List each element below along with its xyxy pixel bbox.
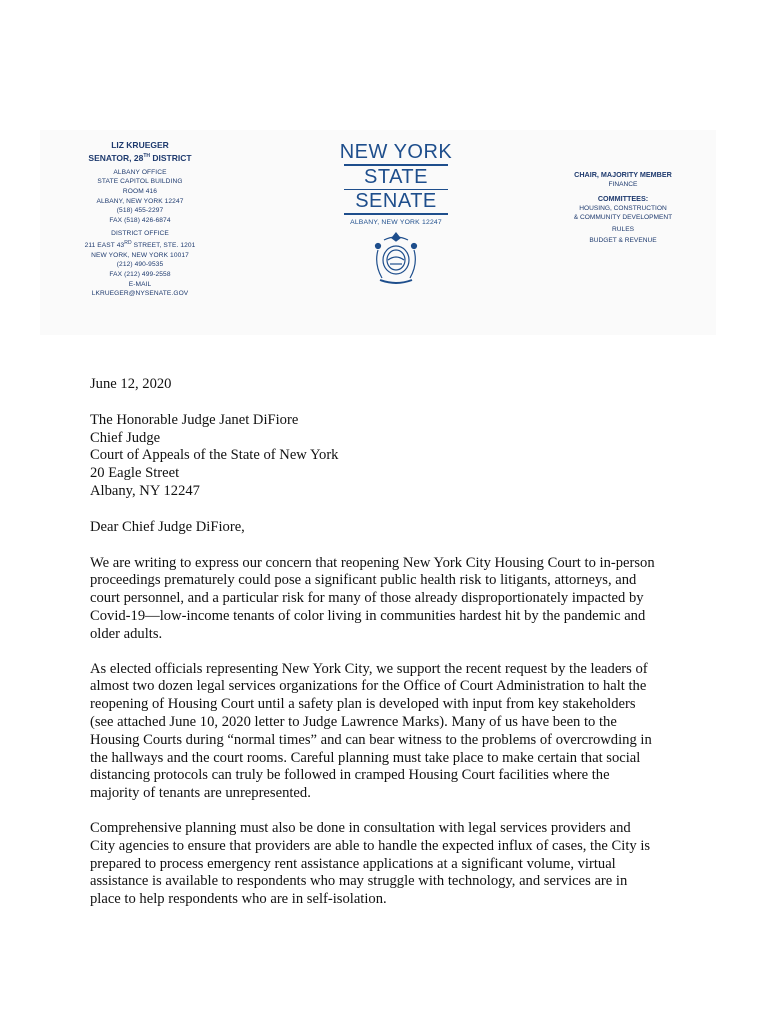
- recipient-address: [90, 412, 690, 501]
- paragraph-line: reopening of Housing Court until a safety plan is developed with input from key stakeholders: [90, 696, 636, 713]
- paragraph-line: City agencies to ensure that providers are able to handle the expected influx of cases, the City is: [90, 837, 651, 854]
- paragraph-line: As elected officials representing New York City, we support the recent request by the leaders of: [90, 660, 648, 677]
- senator-info: [80, 140, 200, 299]
- email-label: E-MAIL: [128, 280, 152, 288]
- paragraph-line: prepared to process emergency rent assistance applications at a significant volume, virtual: [90, 855, 616, 872]
- paragraph-line: almost two dozen legal services organizations for the Office of Court Administration to halt the: [90, 678, 647, 695]
- recipient-line: 20 Eagle Street: [90, 465, 180, 482]
- chair-label: CHAIR, MAJORITY MEMBER: [574, 170, 672, 179]
- paragraph: [90, 661, 690, 803]
- paragraph-line: court personnel, and a particular risk for many of those already disproportionately impacted by: [90, 590, 644, 607]
- district-office-line: NEW YORK, NEW YORK 10017: [91, 251, 189, 259]
- letterhead: [40, 130, 716, 335]
- albany-office-line: STATE CAPITOL BUILDING: [97, 178, 183, 186]
- logo-line-state: STATE: [364, 165, 428, 188]
- paragraph-line: older adults.: [90, 625, 163, 642]
- paragraph: [90, 820, 690, 909]
- committee-info: [548, 170, 698, 246]
- recipient-line: Court of Appeals of the State of New York: [90, 447, 339, 464]
- paragraph-line: majority of tenants are unrepresented.: [90, 785, 311, 802]
- paragraph-line: proceedings prematurely could pose a significant public health risk to litigants, attorneys, and: [90, 572, 637, 589]
- committee-item: BUDGET & REVENUE: [589, 237, 657, 245]
- committee-item: RULES: [612, 225, 634, 233]
- letter-date: June 12, 2020: [90, 376, 172, 392]
- district-office-line: (212) 490-9535: [116, 261, 164, 269]
- paragraph: [90, 555, 690, 644]
- recipient-line: Chief Judge: [90, 429, 161, 446]
- district-office-street: 211 EAST 43RD STREET, STE. 1201: [84, 239, 196, 250]
- paragraph-line: assistance is available to respondents who may struggle with technology, and services are in: [90, 873, 628, 890]
- letter-body: [90, 376, 690, 926]
- albany-office-line: ROOM 416: [122, 188, 158, 196]
- recipient-line: Albany, NY 12247: [90, 482, 200, 499]
- albany-office-line: (518) 455-2297: [116, 207, 164, 215]
- paragraph-line: distancing protocols can truly be followed in cramped Housing Court facilities where the: [90, 767, 610, 784]
- paragraph-line: (see attached June 10, 2020 letter to Judge Lawrence Marks). Many of us have been to the: [90, 713, 617, 730]
- logo-line-senate: SENATE: [355, 190, 437, 212]
- logo-line-new-york: NEW YORK: [339, 141, 453, 163]
- state-seal-icon: [338, 230, 454, 293]
- albany-office-line: FAX (518) 426-6874: [109, 216, 171, 224]
- committees-label: COMMITTEES:: [597, 193, 649, 203]
- recipient-line: The Honorable Judge Janet DiFiore: [90, 411, 299, 428]
- district-office-line: FAX (212) 499-2558: [109, 270, 171, 278]
- senate-logo: [338, 142, 454, 293]
- paragraph-line: Covid-19—low-income tenants of color living in communities hardest hit by the pandemic and: [90, 607, 646, 624]
- albany-office-line: ALBANY, NEW YORK 12247: [96, 197, 184, 205]
- salutation: Dear Chief Judge DiFiore,: [90, 518, 245, 535]
- senator-name: LIZ KRUEGER: [111, 140, 169, 150]
- committee-item: HOUSING, CONSTRUCTION: [579, 204, 667, 212]
- paragraph-line: the hallways and the court rooms. Careful planning must take place to make certain that social: [90, 749, 641, 766]
- district-office-label: DISTRICT OFFICE: [111, 230, 169, 238]
- paragraph-line: place to help respondents who are in self-isolation.: [90, 891, 387, 908]
- senator-title: SENATOR, 28TH DISTRICT: [88, 152, 192, 163]
- committee-item: & COMMUNITY DEVELOPMENT: [573, 214, 673, 222]
- paragraph-line: Comprehensive planning must also be done in consultation with legal services providers and: [90, 819, 631, 836]
- albany-office-line: ALBANY OFFICE: [113, 168, 167, 176]
- senate-address: ALBANY, NEW YORK 12247: [350, 218, 442, 226]
- email-address: LKRUEGER@NYSENATE.GOV: [91, 290, 189, 298]
- paragraph-line: We are writing to express our concern that reopening New York City Housing Court to in-person: [90, 554, 655, 571]
- chair-value: FINANCE: [608, 181, 638, 188]
- paragraph-line: Housing Courts during “normal times” and can bear witness to the problems of overcrowding in: [90, 731, 652, 748]
